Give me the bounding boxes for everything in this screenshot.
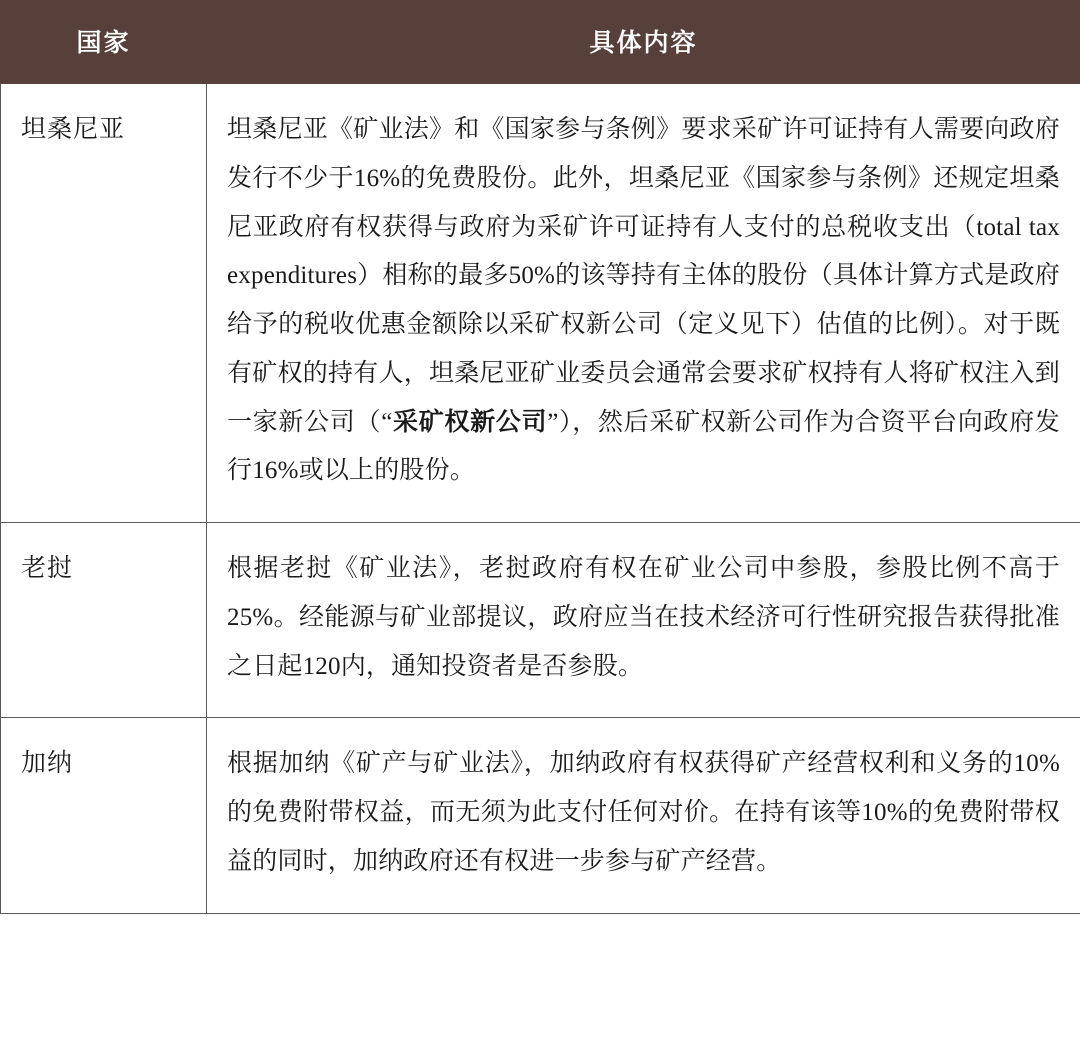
content-text-emphasis: 采矿权新公司 [392, 408, 548, 436]
table-row [1, 718, 1080, 913]
column-header-country: 国家 [1, 1, 207, 84]
cell-content [207, 523, 1080, 718]
content-text-tail: ”），然后采矿权新公司作为合资平台向政府发行16%或以上的股份。 [227, 408, 1060, 485]
cell-country: 老挝 [1, 523, 207, 718]
cell-country: 坦桑尼亚 [1, 84, 207, 523]
content-text-part: 根据加纳《矿产与矿业法》，加纳政府有权获得矿产经营权利和义务的10%的免费附带权益，而无须为此支付任何对价。在持有该等10%的免费附带权益的同时，加纳政府还有权进一步参与矿产经营。 [227, 750, 1060, 875]
column-header-content: 具体内容 [207, 1, 1080, 84]
content-text-part: 坦桑尼亚《矿业法》和《国家参与条例》要求采矿许可证持有人需要向政府发行不少于16%的免费股份。此外，坦桑尼亚《国家参与条例》还规定坦桑尼亚政府有权获得与政府为采矿许可证持有人支付的总税收支出（total tax expenditures）相称的最多50%的该等持有主体的股份（具体计算方式是政府给予的税收优惠金额除以采矿权新公司（定义见下）估值的比例）。对于既有矿权的持有人，坦桑尼亚矿业委员会通常会要求矿权持有人将矿权注入到一家新公司（“ [227, 116, 1060, 436]
table-row [1, 84, 1080, 523]
cell-content [207, 718, 1080, 913]
cell-country: 加纳 [1, 718, 207, 913]
content-text-part: 根据老挝《矿业法》，老挝政府有权在矿业公司中参股，参股比例不高于25%。经能源与矿业部提议，政府应当在技术经济可行性研究报告获得批准之日起120内，通知投资者是否参股。 [227, 555, 1060, 680]
table-header-row [1, 1, 1080, 84]
table-body [1, 84, 1080, 914]
table-header [1, 1, 1080, 84]
table-row [1, 523, 1080, 718]
cell-content [207, 84, 1080, 523]
